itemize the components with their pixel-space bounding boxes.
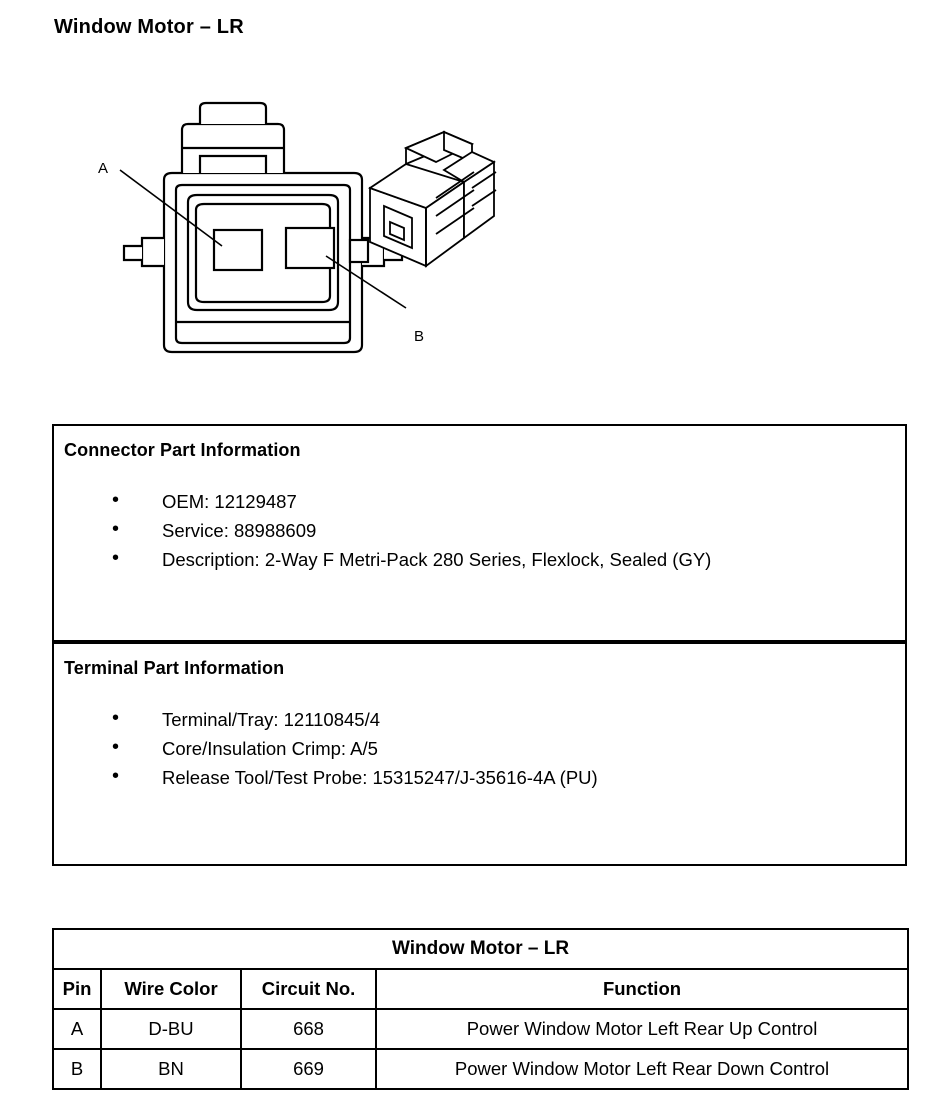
pin-table-title: Window Motor – LR <box>53 929 908 969</box>
connector-part-information-box <box>52 424 907 642</box>
cell-circuit-no: 669 <box>241 1049 376 1089</box>
column-header-circuit-no: Circuit No. <box>241 969 376 1009</box>
callout-label-b: B <box>414 328 425 345</box>
pin-table-header-row <box>53 969 908 1009</box>
list-item: • Release Tool/Test Probe: 15315247/J-35616-4A (PU) <box>54 763 905 792</box>
table-row <box>53 1009 908 1049</box>
callout-label-a: A <box>98 160 109 177</box>
connector-drawing <box>54 70 514 370</box>
table-row <box>53 1049 908 1089</box>
cell-function: Power Window Motor Left Rear Down Control <box>376 1049 908 1089</box>
connector-illustration <box>54 70 514 370</box>
cell-circuit-no: 668 <box>241 1009 376 1049</box>
connector-part-information-list <box>54 487 905 574</box>
pin-table <box>52 928 909 1090</box>
cell-pin: A <box>53 1009 101 1049</box>
cell-wire-color: BN <box>101 1049 241 1089</box>
cell-function: Power Window Motor Left Rear Up Control <box>376 1009 908 1049</box>
pin-table-title-row <box>53 929 908 969</box>
list-item: • Core/Insulation Crimp: A/5 <box>54 734 905 763</box>
column-header-pin: Pin <box>53 969 101 1009</box>
list-item: • Terminal/Tray: 12110845/4 <box>54 705 905 734</box>
list-item: • OEM: 12129487 <box>54 487 905 516</box>
column-header-function: Function <box>376 969 908 1009</box>
page-title: Window Motor – LR <box>54 16 244 38</box>
terminal-part-information-heading: Terminal Part Information <box>64 658 285 678</box>
list-item: • Description: 2-Way F Metri-Pack 280 Series, Flexlock, Sealed (GY) <box>54 545 905 574</box>
column-header-wire-color: Wire Color <box>101 969 241 1009</box>
cell-pin: B <box>53 1049 101 1089</box>
list-item: • Service: 88988609 <box>54 516 905 545</box>
terminal-part-information-list <box>54 705 905 792</box>
connector-part-information-heading: Connector Part Information <box>64 440 301 460</box>
terminal-part-information-box <box>52 642 907 866</box>
pin-table-wrapper <box>52 928 907 1090</box>
cell-wire-color: D-BU <box>101 1009 241 1049</box>
